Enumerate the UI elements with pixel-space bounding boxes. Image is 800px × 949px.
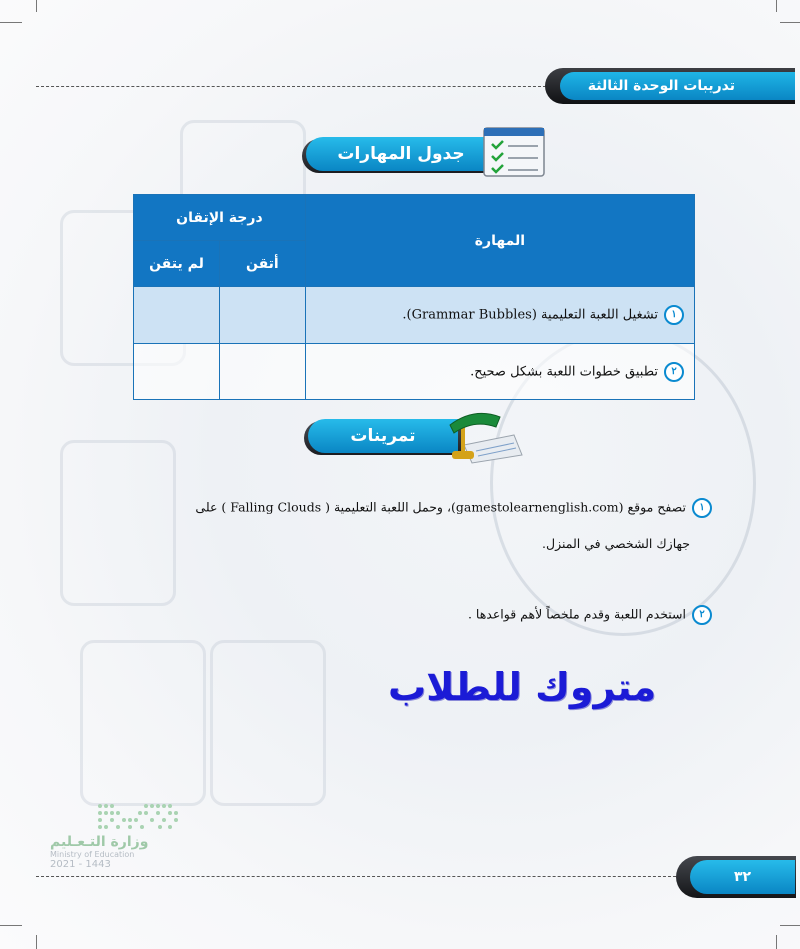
number-badge: ١ (664, 305, 684, 325)
skill-cell (305, 344, 694, 400)
ministry-logo (50, 800, 190, 870)
checklist-icon (478, 124, 548, 182)
bg-shape (60, 440, 176, 606)
skills-title: جدول المهارات (306, 137, 496, 171)
crop-mark (780, 925, 800, 926)
skill-text: تشغيل اللعبة التعليمية (Grammar Bubbles). (402, 307, 658, 323)
table-row (134, 287, 695, 344)
skills-table (133, 194, 695, 400)
crop-mark (0, 22, 22, 23)
exercises-title: تمرينات (308, 419, 458, 453)
crop-mark (780, 22, 800, 23)
mastered-cell[interactable] (219, 344, 305, 400)
col-not-mastered-header: لم يتقن (134, 241, 220, 287)
exercise-2 (140, 605, 712, 625)
exercise-1-line2: جهازك الشخصي في المنزل. (542, 536, 690, 551)
table-row (134, 344, 695, 400)
exercise-text: استخدم اللعبة وقدم ملخصاً لأهم قواعدها . (467, 606, 686, 622)
number-badge: ٢ (664, 362, 684, 382)
desk-lamp-icon (444, 405, 524, 467)
footer-rule (36, 876, 676, 877)
unit-title: تدريبات الوحدة الثالثة (560, 72, 795, 100)
crop-mark (0, 925, 22, 926)
exercise-1 (140, 498, 712, 518)
skill-text: تطبيق خطوات اللعبة بشكل صحيح. (470, 364, 658, 379)
skill-cell (305, 287, 694, 344)
number-badge: ٢ (692, 605, 712, 625)
crop-mark (36, 935, 37, 949)
exercise-text: تصفح موقع (gamestolearnenglish.com)، وحمل اللعبة التعليمية ( Falling Clouds ) على (195, 499, 686, 515)
crop-mark (776, 935, 777, 949)
col-skill-header: المهارة (305, 195, 694, 287)
col-mastered-header: أتقن (219, 241, 305, 287)
crop-mark (36, 0, 37, 12)
mastered-cell[interactable] (219, 287, 305, 344)
bg-shape (80, 640, 206, 806)
ministry-name-en: Ministry of Education (50, 850, 135, 859)
header-rule (36, 86, 546, 87)
number-badge: ١ (692, 498, 712, 518)
page-number: ٣٢ (690, 860, 795, 894)
left-for-students: متروك للطلاب (388, 665, 657, 709)
col-mastery-header: درجة الإتقان (134, 195, 306, 241)
ministry-logo-dots-icon (50, 800, 190, 830)
bg-shape (210, 640, 326, 806)
not-mastered-cell[interactable] (134, 287, 220, 344)
ministry-name-ar: وزارة التـعـليم (50, 834, 149, 850)
crop-mark (776, 0, 777, 12)
ministry-year: 2021 - 1443 (50, 859, 111, 870)
not-mastered-cell[interactable] (134, 344, 220, 400)
